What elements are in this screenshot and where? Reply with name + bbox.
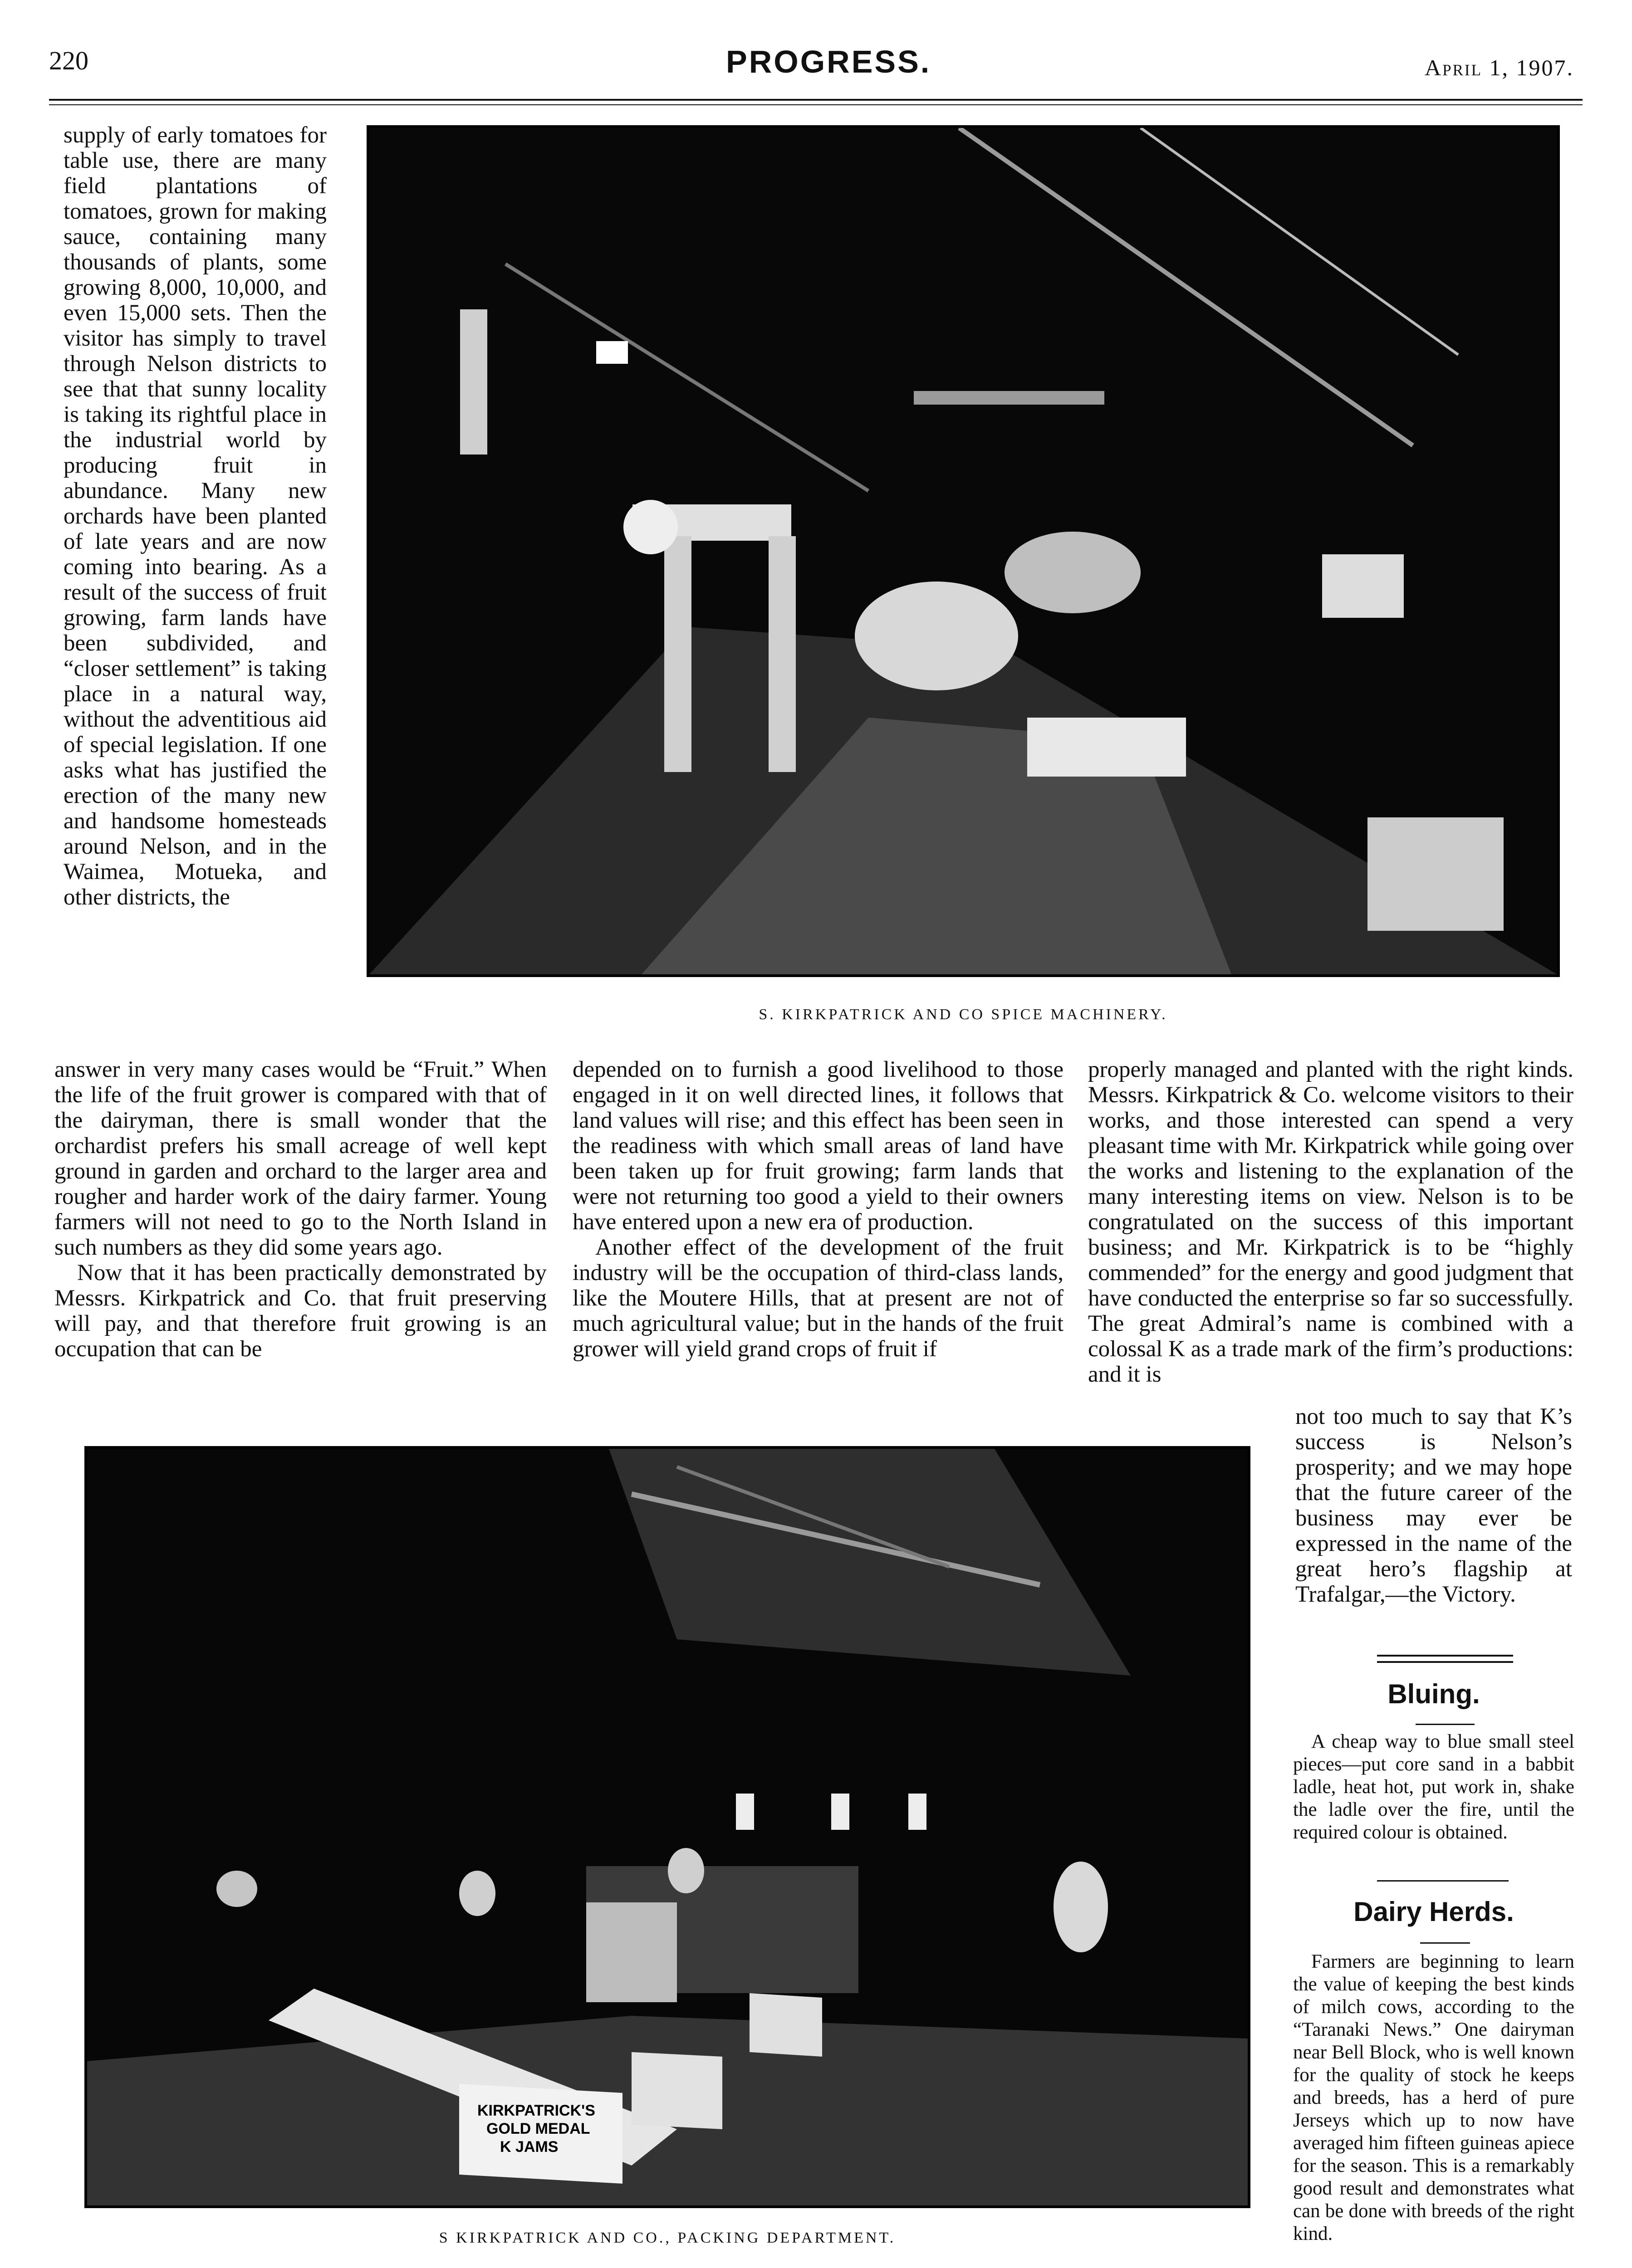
sidebar-paragraph: Farmers are beginning to learn the value of keeping the best kinds of milch cows, according to the “Taranaki News.” One dairyman near Bell Block, who is well known for the quality of stock he keeps and breeds, has a herd of pure Jerseys which up to now have averaged him fifteen guineas apiece for the season. This is a remarkably good result and demonstrates what can be done with breeds of the right kind. bbox=[1293, 1951, 1574, 2244]
sidebar-rule bbox=[1416, 1724, 1475, 1725]
article-paragraph: supply of early tomatoes for table use, there are many field plantations of tomatoes, grown for making sauce, containing many thousands of plants, some growing 8,000, 10,000, and even 15,000 sets. Then the visitor has simply to travel through Nelson districts to see that that sunny locality is taking its rightful place in the industrial world by producing fruit in abundance. Many new orchards have been planted of late years and are now coming into bearing. As a result of the success of fruit growing, farm lands have been subdivided, and “closer settlement” is taking place in a natural way, without the adventitious aid of special legislation. If one asks what has justified the erection of the many new and handsome homesteads around Nelson, and in the Waimea, Motueka, and other districts, the bbox=[64, 122, 327, 910]
spice-machinery-image bbox=[369, 128, 1557, 974]
packing-department-image bbox=[87, 1449, 1248, 2205]
article-paragraph: answer in very many cases would be “Fruit.” When the life of the fruit grower is compared with that of the dairyman, there is small wonder that the orchardist prefers his small acreage of well kept ground in garden and orchard to the larger area and rougher and harder work of the dairy farmer. Young farmers will not need to go to the North Island in such numbers as they did some years ago. bbox=[54, 1057, 547, 1260]
article-col2 bbox=[573, 1057, 1063, 1362]
sidebar-rule bbox=[1377, 1661, 1513, 1663]
publication-title: PROGRESS. bbox=[726, 44, 931, 79]
box-label: K JAMS bbox=[500, 2138, 559, 2156]
article-col3-bottom bbox=[1295, 1404, 1572, 1607]
article-col1-bottom bbox=[54, 1057, 547, 1362]
bottom-photo-caption: S KIRKPATRICK AND CO., PACKING DEPARTMENT. bbox=[439, 2229, 896, 2246]
dairy-herds-text bbox=[1293, 1950, 1574, 2245]
bluing-heading: Bluing. bbox=[1387, 1679, 1480, 1709]
sidebar-rule bbox=[1377, 1655, 1513, 1657]
box-label: GOLD MEDAL bbox=[486, 2120, 590, 2137]
article-col3-top bbox=[1088, 1057, 1573, 1387]
sidebar-paragraph: A cheap way to blue small steel pieces—put core sand in a babbit ladle, heat hot, put work in, shake the ladle over the fire, until the required colour is obtained. bbox=[1293, 1731, 1574, 1843]
issue-date: April 1, 1907. bbox=[1425, 55, 1574, 80]
sidebar-rule bbox=[1420, 1942, 1470, 1944]
dairy-herds-heading: Dairy Herds. bbox=[1353, 1897, 1514, 1927]
box-label: KIRKPATRICK'S bbox=[477, 2102, 595, 2119]
article-col1-top bbox=[64, 122, 327, 910]
packing-department-photo bbox=[84, 1446, 1250, 2208]
bluing-text bbox=[1293, 1730, 1574, 1844]
sidebar-rule bbox=[1377, 1880, 1509, 1882]
header-rule-thin bbox=[49, 104, 1583, 105]
page-number: 220 bbox=[49, 46, 88, 75]
spice-machinery-photo bbox=[367, 125, 1560, 977]
header-rule bbox=[49, 99, 1583, 101]
top-photo-caption: S. KIRKPATRICK AND CO SPICE MACHINERY. bbox=[759, 1006, 1168, 1023]
article-paragraph: depended on to furnish a good livelihood to those engaged in it on well directed lines, it follows that land values will rise; and this effect has been seen in the readiness with which small areas of land have been taken up for fruit growing; farm lands that were not returning too good a yield to their owners have entered upon a new era of production. bbox=[573, 1057, 1063, 1235]
article-paragraph: properly managed and planted with the right kinds. Messrs. Kirkpatrick & Co. welcome visitors to their works, and those interested can spend a very pleasant time with Mr. Kirkpatrick while going over the works and listening to the explanation of the many interesting items on view. Nelson is to be congratulated on the success of this important business; and Mr. Kirkpatrick is to be “highly commended” for the energy and good judgment that have conducted the enterprise so far so successfully. The great Admiral’s name is combined with a colossal K as a trade mark of the firm’s productions: and it is bbox=[1088, 1057, 1573, 1387]
article-paragraph: not too much to say that K’s success is Nelson’s prosperity; and we may hope that the future career of the business may ever be expressed in the name of the great hero’s flagship at Trafalgar,—the Victory. bbox=[1295, 1404, 1572, 1607]
article-paragraph: Now that it has been practically demonstrated by Messrs. Kirkpatrick and Co. that fruit preserving will pay, and that therefore fruit growing is an occupation that can be bbox=[54, 1260, 547, 1362]
article-paragraph: Another effect of the development of the fruit industry will be the occupation of third-class lands, like the Moutere Hills, that at present are not of much agricultural value; but in the hands of the fruit grower will yield grand crops of fruit if bbox=[573, 1235, 1063, 1362]
